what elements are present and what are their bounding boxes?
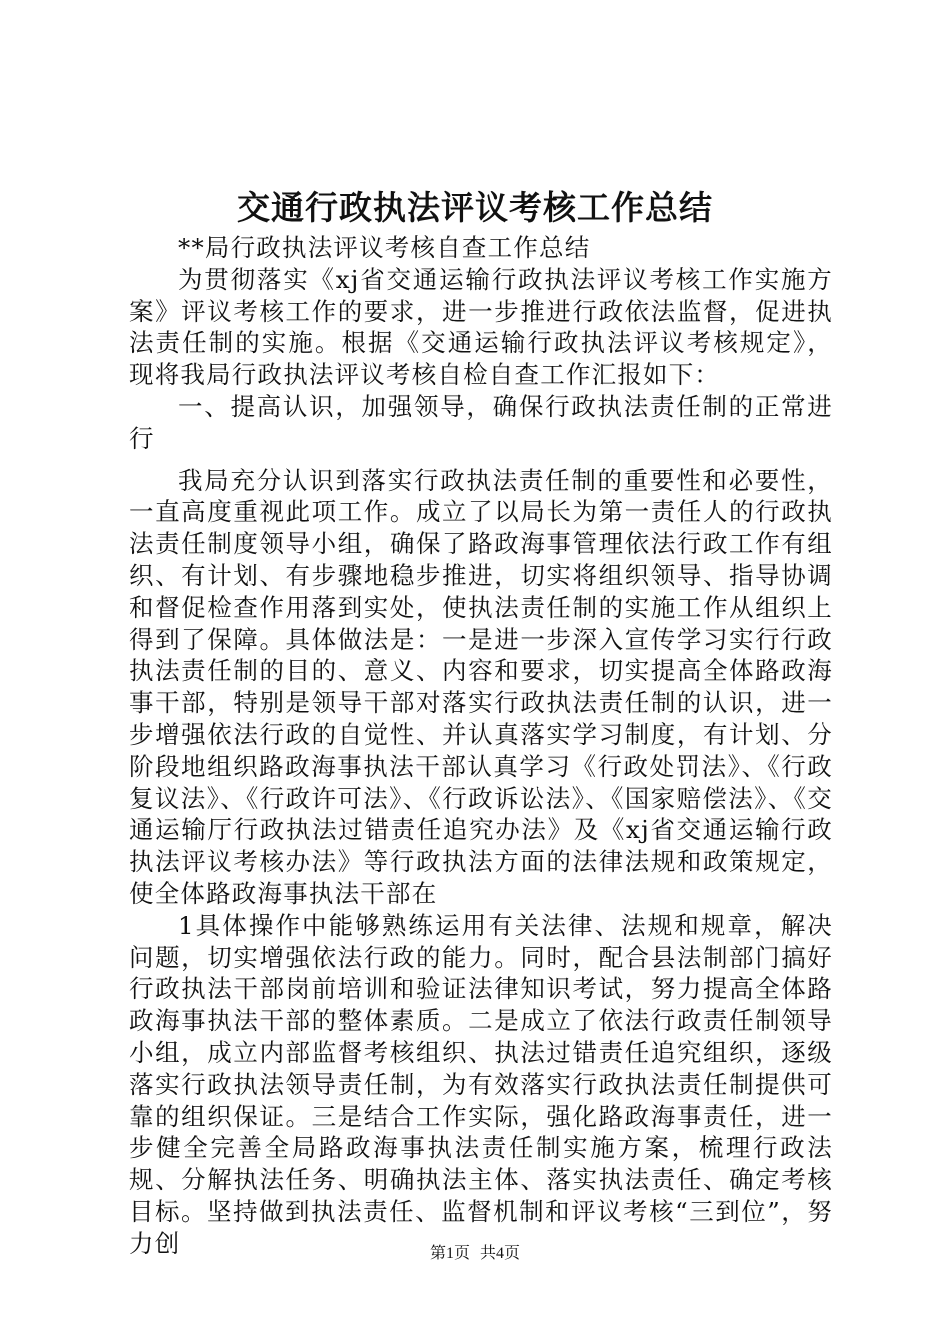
section-heading-1: 一、提高认识，加强领导，确保行政执法责任制的正常进行 [129, 391, 833, 453]
document-title: 交通行政执法评议考核工作总结 [237, 188, 713, 227]
document-body [129, 232, 833, 1260]
paragraph-body-1: 我局充分认识到落实行政执法责任制的重要性和必要性，一直高度重视此项工作。成立了以局长为第一责任人的行政执法责任制度领导小组，确保了路政海事管理依法行政工作有组织、有计划、有步骤地稳步推进，切实将组织领导、指导协调和督促检查作用落到实处，使执法责任制的实施工作从组织上得到了保障。具体做法是：一是进一步深入宣传学习实行行政执法责任制的目的、意义、内容和要求，切实提高全体路政海事干部，特别是领导干部对落实行政执法责任制的认识，进一步增强依法行政的自觉性、并认真落实学习制度，有计划、分阶段地组织路政海事执法干部认真学习《行政处罚法》、《行政复议法》、《行政许可法》、《行政诉讼法》、《国家赔偿法》、《交通运输厅行政执法过错责任追究办法》及《xj省交通运输行政执法评议考核办法》等行政执法方面的法律法规和政策规定，使全体路政海事执法干部在 [129, 465, 833, 908]
paragraph-gap [129, 455, 833, 465]
page-number: 第1页 [429, 1245, 470, 1262]
paragraph-subtitle: **局行政执法评议考核自查工作总结 [178, 233, 591, 262]
page-total: 共4页 [480, 1245, 521, 1262]
page-footer [0, 1243, 950, 1265]
paragraph-intro: 为贯彻落实《xj省交通运输行政执法评议考核工作实施方案》评议考核工作的要求，进一步推进行政依法监督，促进执法责任制的实施。根据《交通运输行政执法评议考核规定》，现将我局行政执法评议考核自检自查工作汇报如下： [129, 264, 833, 390]
paragraph-body-2: 1具体操作中能够熟练运用有关法律、法规和规章，解决问题，切实增强依法行政的能力。同时，配合县法制部门搞好行政执法干部岗前培训和验证法律知识考试，努力提高全体路政海事执法干部的整体素质。二是成立了依法行政责任制领导小组，成立内部监督考核组织、执法过错责任追究组织，逐级落实行政执法领导责任制，为有效落实行政执法责任制提供可靠的组织保证。三是结合工作实际，强化路政海事责任，进一步健全完善全局路政海事执法责任制实施方案，梳理行政法规、分解执法任务、明确执法主体、落实执法责任、确定考核目标。坚持做到执法责任、监督机制和评议考核“三到位”，努力创 [129, 910, 833, 1258]
